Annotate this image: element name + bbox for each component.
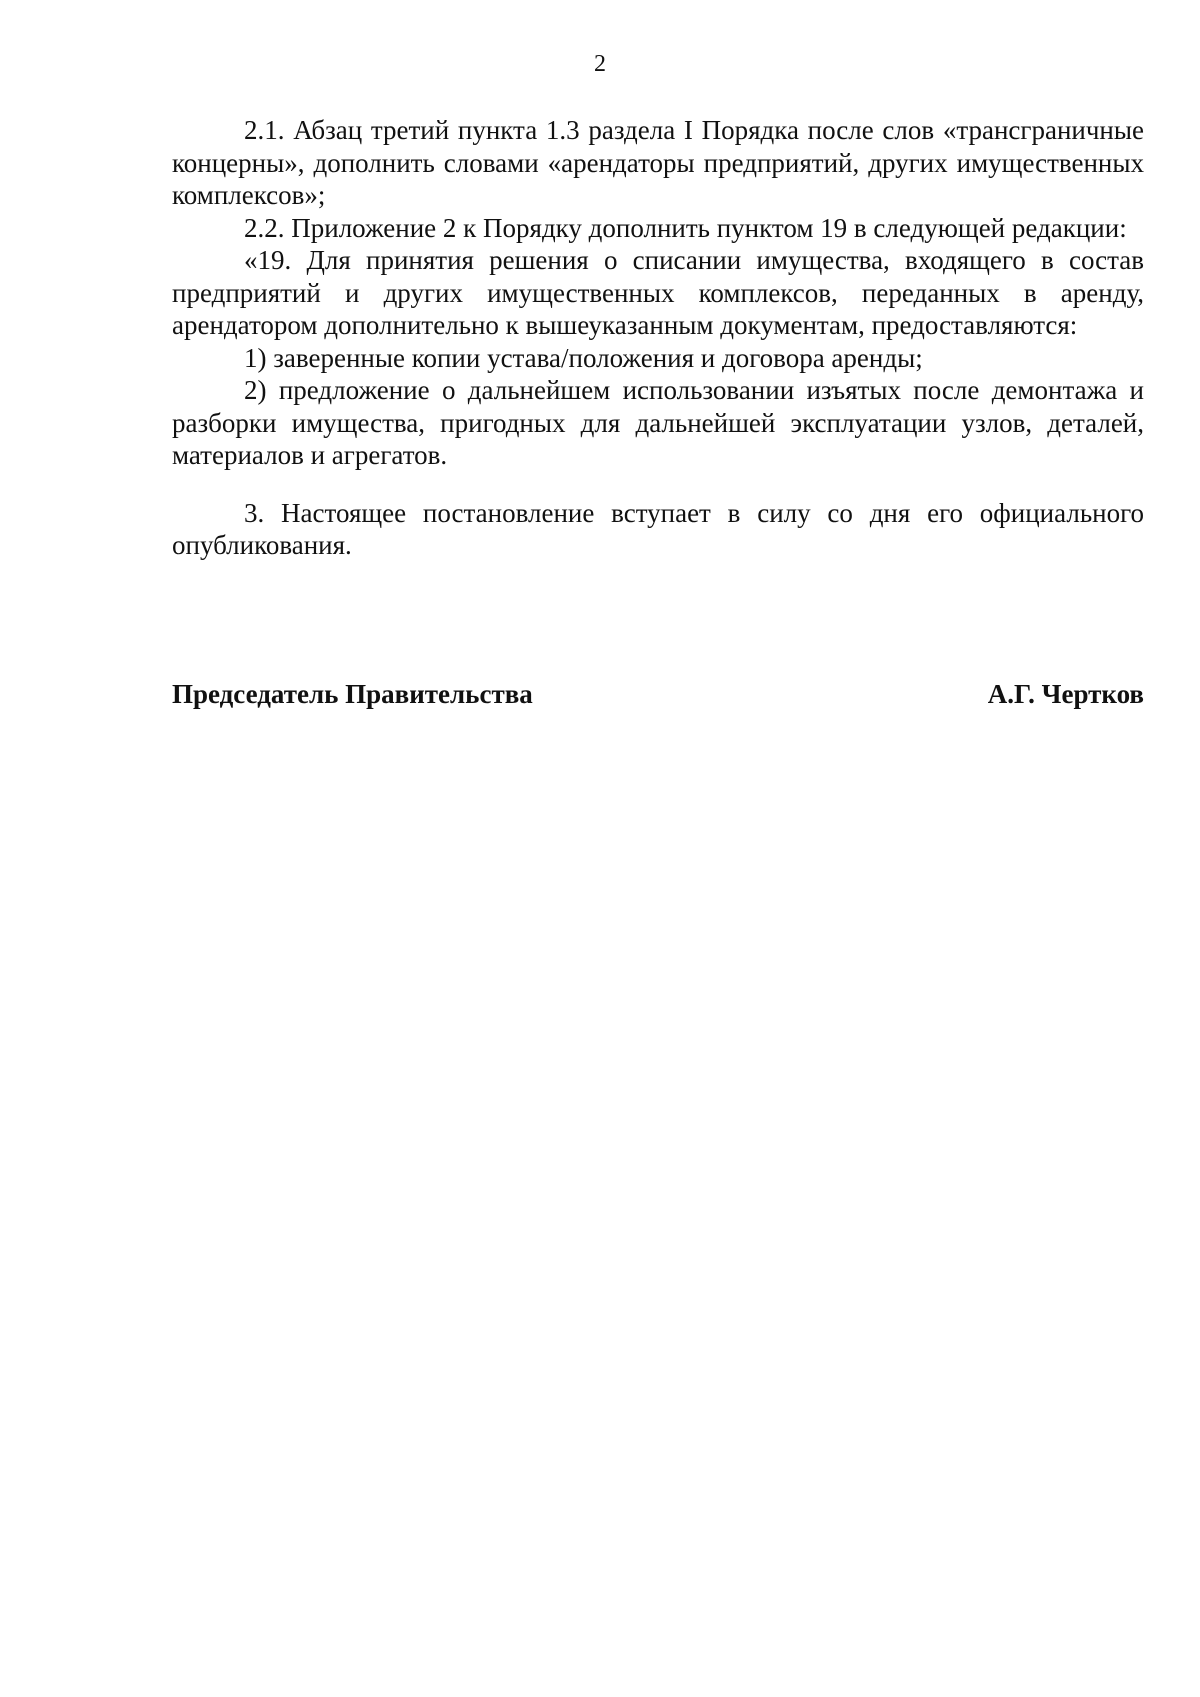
signature-block	[172, 678, 1144, 710]
paragraph-subitem-1: 1) заверенные копии устава/положения и договора аренды;	[244, 342, 923, 373]
paragraph-2-1: 2.1. Абзац третий пункта 1.3 раздела I Порядка после слов «трансграничные концерны», дополнить словами «арендаторы предприятий, других имущественных комплексов»;	[172, 115, 1144, 210]
page-number: 2	[594, 51, 606, 77]
paragraph-2-2: 2.2. Приложение 2 к Порядку дополнить пунктом 19 в следующей редакции:	[244, 212, 1127, 243]
paragraph-3: 3. Настоящее постановление вступает в силу со дня его официального опубликования.	[172, 497, 1144, 560]
paragraph-subitem-2: 2) предложение о дальнейшем использовании изъятых после демонтажа и разборки имущества, пригодных для дальнейшей эксплуатации узлов, деталей, материалов и агрегатов.	[172, 375, 1144, 470]
document-body	[172, 114, 1144, 562]
signatory-name: А.Г. Чертков	[987, 679, 1144, 709]
signatory-position: Председатель Правительства	[172, 679, 533, 709]
paragraph-item-19: «19. Для принятия решения о списании имущества, входящего в состав предприятий и других имущественных комплексов, переданных в аренду, арендатором дополнительно к вышеуказанным документам, предоставляются:	[172, 245, 1144, 340]
